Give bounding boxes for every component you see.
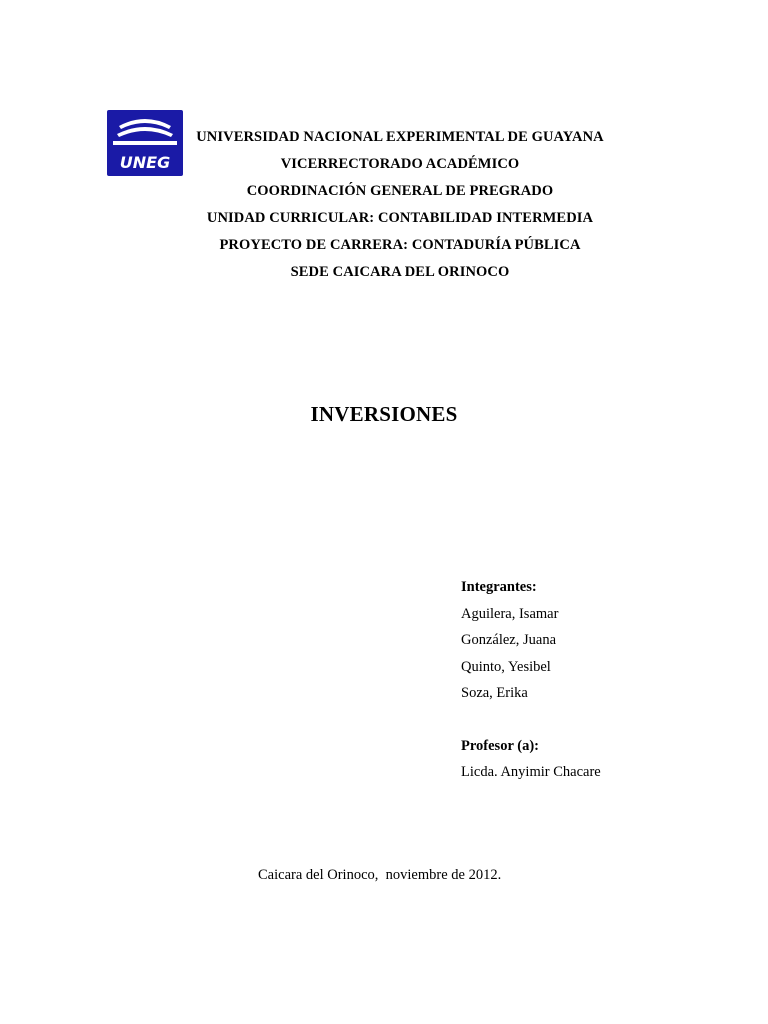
professor-name: Licda. Anyimir Chacare (461, 764, 601, 780)
logo-text: UNEG (119, 153, 171, 172)
place-date: Caicara del Orinoco, noviembre de 2012. (258, 867, 502, 883)
member-name: Quinto, Yesibel (461, 658, 551, 675)
spacer (461, 707, 601, 733)
members-label: Integrantes: (461, 579, 537, 595)
document-title: INVERSIONES (310, 402, 458, 426)
header-line-university: UNIVERSIDAD NACIONAL EXPERIMENTAL DE GUAYANA (196, 129, 604, 145)
professor-label: Profesor (a): (461, 737, 539, 754)
header-line-vicerrectorado: VICERRECTORADO ACADÉMICO (280, 156, 520, 172)
header-line-proyecto-carrera: PROYECTO DE CARRERA: CONTADURÍA PÚBLICA (219, 237, 581, 253)
members-block (461, 574, 601, 786)
header-line-coordinacion: COORDINACIÓN GENERAL DE PREGRADO (246, 183, 554, 199)
header-line-sede: SEDE CAICARA DEL ORINOCO (290, 264, 510, 280)
member-name: Aguilera, Isamar (461, 605, 559, 622)
member-name: González, Juana (461, 632, 557, 648)
institution-header (150, 124, 650, 286)
header-line-unidad-curricular: UNIDAD CURRICULAR: CONTABILIDAD INTERMEDIA (206, 210, 594, 226)
member-name: Soza, Erika (461, 685, 528, 701)
